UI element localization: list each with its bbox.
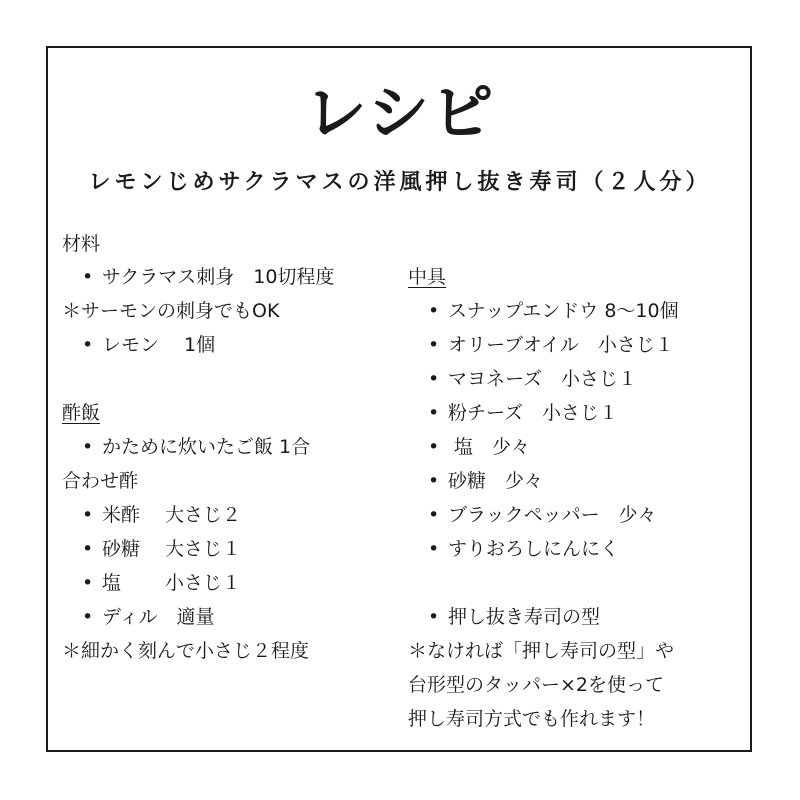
ingredient-item: • 砂糖 少々: [428, 472, 543, 491]
rice-heading: 酢飯: [62, 402, 101, 424]
recipe-subtitle: レモンじめサクラマスの洋風押し抜き寿司（２人分）: [88, 170, 712, 195]
ingredient-item: • オリーブオイル 小さじ１: [428, 336, 674, 355]
materials-heading: 材料: [62, 233, 101, 255]
ingredient-item: • レモン 1個: [82, 336, 215, 355]
ingredient-item: • 砂糖 大さじ１: [82, 540, 241, 559]
ingredient-item: • 粉チーズ 小さじ１: [428, 404, 618, 423]
mold-note-line: 押し寿司方式でも作れます！: [408, 708, 656, 730]
ingredient-item: • 塩 小さじ１: [82, 574, 241, 593]
materials-note: ＊サーモンの刺身でもOK: [62, 300, 280, 322]
mold-item: • 押し抜き寿司の型: [428, 608, 600, 627]
ingredient-item: • ブラックペッパー 少々: [428, 506, 657, 525]
ingredient-item: • スナップエンドウ 8〜10個: [428, 302, 679, 321]
page-title: レシピ: [304, 76, 496, 149]
awase-note: ＊細かく刻んで小さじ２程度: [62, 640, 310, 662]
filling-heading: 中具: [408, 266, 447, 288]
ingredient-item: • 米酢 大さじ２: [82, 506, 241, 525]
ingredient-item: • 塩 少々: [428, 438, 530, 457]
ingredient-item: • すりおろしにんにく: [428, 540, 619, 559]
awase-heading: 合わせ酢: [62, 470, 139, 492]
mold-note-line: ＊なければ「押し寿司の型」や: [408, 640, 675, 662]
mold-note-line: 台形型のタッパー×2を使って: [408, 674, 665, 696]
ingredient-item: • マヨネーズ 小さじ１: [428, 370, 637, 389]
ingredient-item: • サクラマス刺身 10切程度: [82, 268, 334, 287]
ingredient-item: • かために炊いたご飯 1合: [82, 438, 310, 457]
ingredient-item: • ディル 適量: [82, 608, 214, 627]
